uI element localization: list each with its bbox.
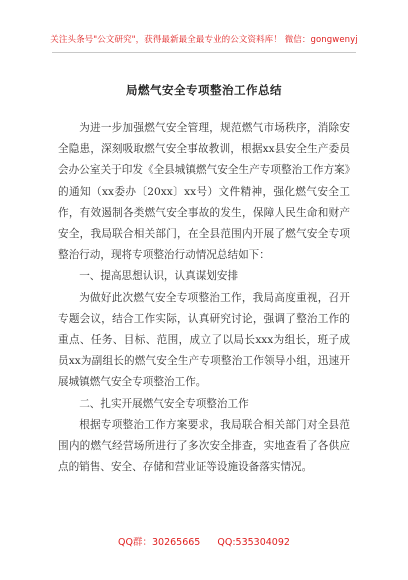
header-note: 关注头条号"公文研究"，获得最新最全最专业的公文资料库！ 微信：gongwenyj xyxy=(50,35,358,45)
header-divider xyxy=(52,52,356,53)
document-title: 局燃气安全专项整治工作总结 xyxy=(126,83,282,97)
qq-group-number: QQ群：30265665 xyxy=(118,537,201,548)
paragraph-section-2: 根据专项整治工作方案要求，我局联合相关部门对全县范围内的燃气经营场所进行了多次安全排查，实地查看了各供应点的销售、安全、存储和营业证等设施设备落实情况。 xyxy=(58,418,350,474)
section-heading-2: 二、扎实开展燃气安全专项整治工作 xyxy=(79,397,249,410)
section-heading-1: 一、提高思想认识，认真谋划安排 xyxy=(79,270,239,283)
document-body xyxy=(58,118,350,478)
paragraph-section-1: 为做好此次燃气安全专项整治工作，我局高度重视，召开专题会议，结合工作实际，认真研究讨论，强调了整治工作的重点、任务、目标、范围，成立了以局长xxx为组长，班子成员xx为副组长的燃气安全生产专项整治工作领导小组，迅速开展城镇燃气安全专项整治工作。 xyxy=(58,291,350,389)
qq-number: QQ:535304092 xyxy=(217,537,290,548)
footer-contact xyxy=(0,534,408,548)
paragraph-intro: 为进一步加强燃气安全管理，规范燃气市场秩序，消除安全隐患，深刻吸取燃气安全事故教训，根据xx县安全生产委员会办公室关于印发《全县城镇燃气安全生产专项整治工作方案》的通知（xx委办〔20xx〕xx号）文件精神，强化燃气安全工作，有效遏制各类燃气安全事故的发生，保障人民生命和财产安全，我局联合相关部门，在全县范围内开展了燃气安全专项整治行动，现将专项整治行动情况总结如下： xyxy=(58,122,350,262)
